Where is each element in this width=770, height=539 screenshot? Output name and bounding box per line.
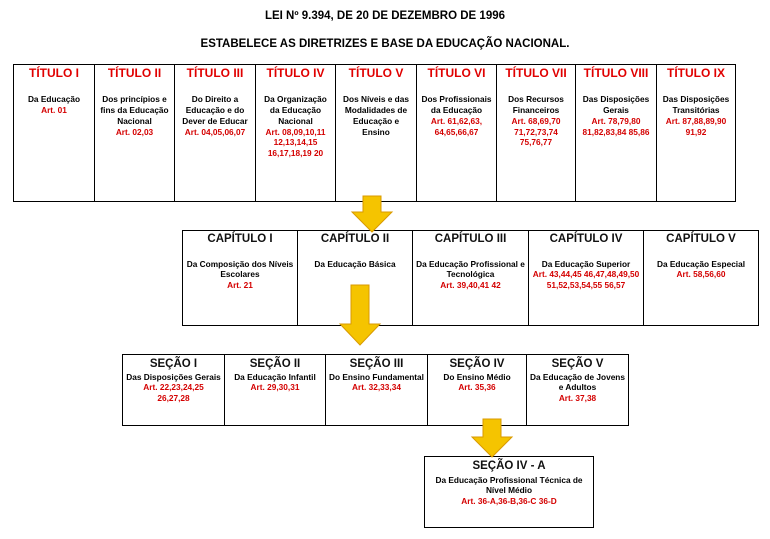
secao-box [526, 354, 629, 426]
titulo-desc: Das Disposições Transitórias [662, 94, 730, 115]
secao-iv-a-box [424, 456, 594, 528]
titulo-desc: Dos Recursos Financeiros [508, 94, 564, 115]
titulo-box [335, 64, 417, 202]
capitulo-arts: Art. 58,56,60 [676, 269, 726, 280]
titulo-arts: Art. 02,03 [115, 126, 154, 137]
secao-label: SEÇÃO I [149, 358, 198, 370]
capitulo-label: CAPÍTULO V [666, 233, 736, 245]
secao-iv-a-label: SEÇÃO IV - A [472, 460, 546, 472]
titulo-arts: Art. 08,09,10,11 12,13,14,15 16,17,18,19 20 [265, 126, 326, 159]
titulo-label: TÍTULO II [107, 66, 162, 80]
titulo-label: TÍTULO III [186, 66, 244, 80]
secao-arts: Art. 32,33,34 [352, 382, 401, 393]
titulo-arts: Art. 04,05,06,07 [184, 126, 246, 137]
titulo-arts: Art. 87,88,89,90 91,92 [665, 115, 727, 137]
titulo-desc: Das Disposições Gerais [582, 94, 650, 115]
titulo-label: TÍTULO VII [505, 66, 567, 80]
page-subtitle: ESTABELECE AS DIRETRIZES E BASE DA EDUCAÇÃO NACIONAL. [200, 38, 570, 50]
secao-box [427, 354, 527, 426]
titulo-label: TÍTULO IV [266, 66, 325, 80]
titulo-box [13, 64, 95, 202]
titulo-desc: Da Organização da Educação Nacional [264, 94, 327, 126]
titulo-arts: Art. 01 [41, 104, 67, 115]
titulo-box [174, 64, 256, 202]
capitulo-box [182, 230, 298, 326]
secao-iv-a-desc: Da Educação Profissional Técnica de Nível Médio [435, 474, 583, 496]
secao-label: SEÇÃO IV [449, 358, 505, 370]
secao-desc: Da Educação Infantil [234, 371, 316, 382]
capitulo-arts: Art. 43,44,45 46,47,48,49,50 51,52,53,54,55 56,57 [532, 269, 640, 291]
secao-box [224, 354, 326, 426]
capitulo-label: CAPÍTULO II [320, 233, 390, 245]
titulo-label: TÍTULO V [348, 66, 404, 80]
titulo-label: TÍTULO IX [667, 66, 725, 80]
secao-label: SEÇÃO V [551, 358, 604, 370]
titulo-desc: Do Direito a Educação e do Dever de Educar [182, 94, 248, 126]
secao-arts: Art. 22,23,24,25 26,27,28 [143, 382, 204, 404]
titulo-desc: Da Educação [27, 94, 81, 105]
capitulo-arts: Art. 21 [227, 280, 253, 291]
capitulo-label: CAPÍTULO I [207, 233, 273, 245]
secao-arts: Art. 29,30,31 [250, 382, 300, 393]
secao-desc: Do Ensino Fundamental [329, 371, 424, 382]
secao-box [325, 354, 428, 426]
capitulo-desc: Da Educação Profissional e Tecnológica [416, 258, 525, 280]
titulo-desc: Dos Profissionais da Educação [421, 94, 492, 115]
titulo-arts: Art. 68,69,70 71,72,73,74 75,76,77 [511, 115, 561, 148]
titulo-box [416, 64, 497, 202]
titulo-box [94, 64, 175, 202]
capitulo-label: CAPÍTULO III [434, 233, 507, 245]
down-arrow-icon [350, 195, 394, 233]
titulo-desc: Dos Níveis e das Modalidades de Educação e Ensino [343, 94, 409, 137]
secao-desc: Do Ensino Médio [443, 371, 511, 382]
titulo-box [575, 64, 657, 202]
capitulo-box [528, 230, 644, 326]
secao-box [122, 354, 225, 426]
capitulo-label: CAPÍTULO IV [549, 233, 623, 245]
secao-label: SEÇÃO III [349, 358, 404, 370]
titulo-box [656, 64, 736, 202]
page-title: LEI Nº 9.394, DE 20 DE DEZEMBRO DE 1996 [264, 10, 506, 22]
down-arrow-icon [338, 284, 382, 346]
titulo-arts: Art. 61,62,63, 64,65,66,67 [430, 115, 483, 137]
down-arrow-icon [470, 418, 514, 458]
titulo-label: TÍTULO I [29, 66, 79, 80]
capitulo-desc: Da Composição dos Níveis Escolares [186, 258, 294, 280]
secao-arts: Art. 35,36 [458, 382, 496, 393]
titulo-label: TÍTULO VIII [583, 66, 649, 80]
secao-iv-a-arts: Art. 36-A,36-B,36-C 36-D [461, 496, 557, 507]
capitulo-desc: Da Educação Superior [541, 258, 631, 269]
secao-arts: Art. 37,38 [558, 393, 597, 404]
titulo-box [255, 64, 336, 202]
secao-desc: Das Disposições Gerais [126, 371, 221, 382]
titulo-box [496, 64, 576, 202]
titulo-arts: Art. 78,79,80 81,82,83,84 85,86 [582, 115, 650, 137]
capitulo-box [412, 230, 529, 326]
secao-label: SEÇÃO II [249, 358, 301, 370]
capitulo-desc: Da Educação Básica [314, 258, 396, 269]
capitulo-arts: Art. 39,40,41 42 [440, 280, 501, 291]
titulo-label: TÍTULO VI [427, 66, 486, 80]
capitulo-desc: Da Educação Especial [656, 258, 746, 269]
secao-desc: Da Educação de Jovens e Adultos [530, 371, 625, 393]
titulo-desc: Dos princípios e fins da Educação Nacional [100, 94, 169, 126]
capitulo-box [643, 230, 759, 326]
